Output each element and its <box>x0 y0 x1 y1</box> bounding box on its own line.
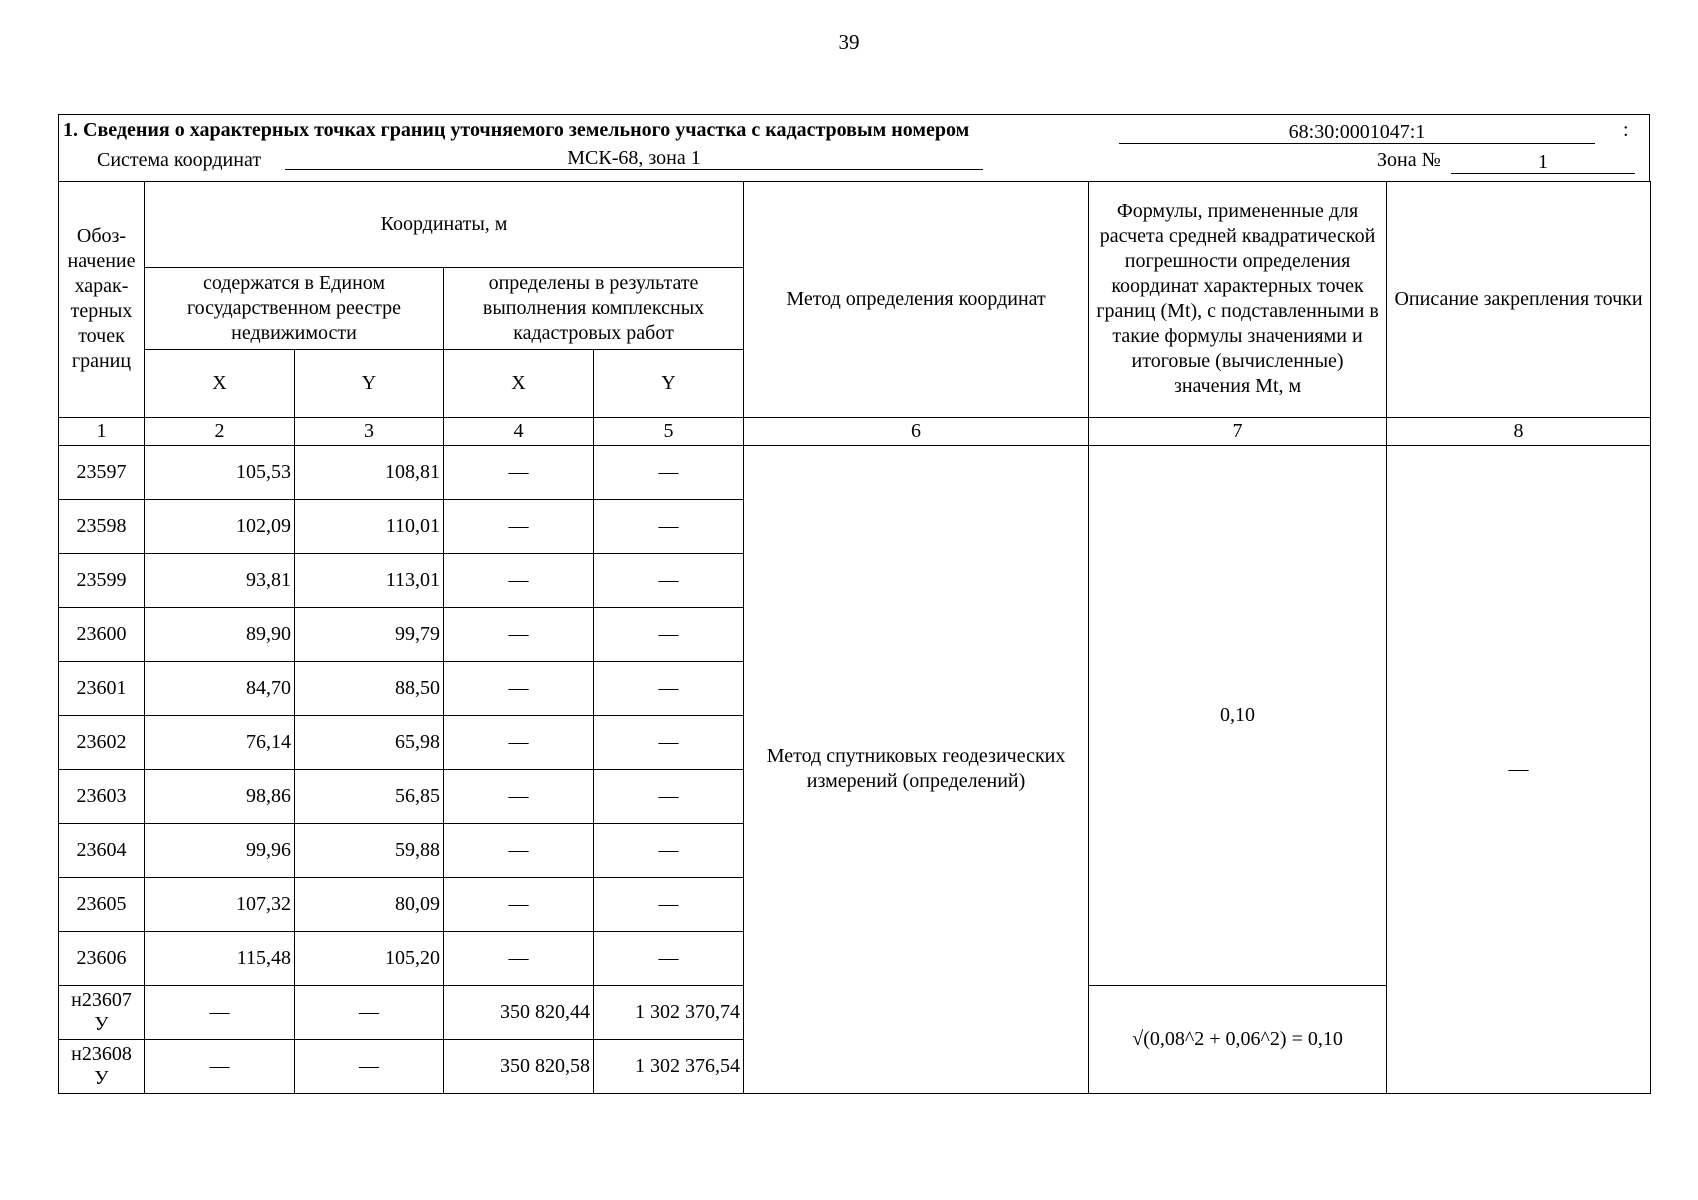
coordinates-header: Координаты, м <box>145 181 744 267</box>
kkr-x-value: — <box>444 769 594 823</box>
coord-system-label: Система координат <box>97 149 262 171</box>
kkr-y-value: — <box>594 499 744 553</box>
egrn-x-value: 105,53 <box>145 445 295 499</box>
kkr-y-value: — <box>594 823 744 877</box>
kkr-y-value: 1 302 370,74 <box>594 985 744 1039</box>
formula-value-2: √(0,08^2 + 0,06^2) = 0,10 <box>1089 985 1387 1093</box>
egrn-x-value: — <box>145 1039 295 1093</box>
kkr-x-value: — <box>444 715 594 769</box>
kkr-x-value: 350 820,58 <box>444 1039 594 1093</box>
egrn-y-value: 56,85 <box>295 769 444 823</box>
coord-system-value: МСК-68, зона 1 <box>285 147 983 170</box>
kkr-coords-header: определены в результате выполнения комплексных кадастровых работ <box>444 267 744 349</box>
column-number: 4 <box>444 417 594 445</box>
column-number: 2 <box>145 417 295 445</box>
section-title: 1. Сведения о характерных точках границ уточняемого земельного участка с кадастровым номером <box>63 119 970 141</box>
kkr-y-value: — <box>594 607 744 661</box>
column-number-row <box>59 417 1651 445</box>
cadastral-number: 68:30:0001047:1 <box>1119 121 1595 144</box>
egrn-x-value: 115,48 <box>145 931 295 985</box>
kkr-y-header: Y <box>594 349 744 417</box>
egrn-x-value: 99,96 <box>145 823 295 877</box>
kkr-x-value: — <box>444 445 594 499</box>
points-table <box>58 181 1651 1094</box>
egrn-x-value: 107,32 <box>145 877 295 931</box>
point-id: 23605 <box>59 877 145 931</box>
egrn-y-value: 99,79 <box>295 607 444 661</box>
egrn-y-value: — <box>295 985 444 1039</box>
egrn-x-value: 89,90 <box>145 607 295 661</box>
kkr-y-value: — <box>594 931 744 985</box>
zone-value: 1 <box>1451 151 1635 174</box>
point-id: 23603 <box>59 769 145 823</box>
kkr-y-value: 1 302 376,54 <box>594 1039 744 1093</box>
column-number: 5 <box>594 417 744 445</box>
kkr-x-header: X <box>444 349 594 417</box>
egrn-y-value: 80,09 <box>295 877 444 931</box>
kkr-x-value: — <box>444 499 594 553</box>
egrn-y-value: 65,98 <box>295 715 444 769</box>
egrn-x-value: 76,14 <box>145 715 295 769</box>
kkr-x-value: — <box>444 877 594 931</box>
point-id: 23604 <box>59 823 145 877</box>
point-id: 23602 <box>59 715 145 769</box>
egrn-x-value: 84,70 <box>145 661 295 715</box>
kkr-y-value: — <box>594 877 744 931</box>
point-id: 23606 <box>59 931 145 985</box>
description-header: Описание закрепления точки <box>1387 181 1651 417</box>
column-number: 3 <box>295 417 444 445</box>
kkr-x-value: — <box>444 931 594 985</box>
egrn-y-value: — <box>295 1039 444 1093</box>
point-designation-header <box>59 181 145 417</box>
kkr-x-value: — <box>444 661 594 715</box>
points-table-body <box>59 445 1651 1093</box>
egrn-x-value: 93,81 <box>145 553 295 607</box>
egrn-x-value: 102,09 <box>145 499 295 553</box>
page-number: 39 <box>838 30 860 54</box>
egrn-y-value: 108,81 <box>295 445 444 499</box>
kkr-x-value: — <box>444 553 594 607</box>
point-id: 23601 <box>59 661 145 715</box>
point-id: 23597 <box>59 445 145 499</box>
egrn-y-value: 113,01 <box>295 553 444 607</box>
kkr-y-value: — <box>594 769 744 823</box>
kkr-y-value: — <box>594 553 744 607</box>
point-id: 23598 <box>59 499 145 553</box>
kkr-x-value: — <box>444 607 594 661</box>
cadastral-colon: : <box>1623 119 1629 141</box>
formula-header: Формулы, примененные для расчета средней квадратической погрешности определения координат характерных точек границ (Mt), с подставленными в такие формулы значениями и итоговые (вычисленные) значения Mt, м <box>1089 181 1387 417</box>
kkr-y-value: — <box>594 715 744 769</box>
kkr-y-value: — <box>594 661 744 715</box>
point-id: н23607 У <box>59 985 145 1039</box>
egrn-y-header: Y <box>295 349 444 417</box>
kkr-y-value: — <box>594 445 744 499</box>
formula-value-1: 0,10 <box>1089 445 1387 985</box>
egrn-x-header: X <box>145 349 295 417</box>
egrn-y-value: 105,20 <box>295 931 444 985</box>
column-number: 8 <box>1387 417 1651 445</box>
description-value: — <box>1387 445 1651 1093</box>
cadastral-points-section <box>58 114 1650 1094</box>
egrn-x-value: — <box>145 985 295 1039</box>
column-number: 6 <box>744 417 1089 445</box>
point-designation-header-text: Обоз- начение харак- терных точек границ <box>67 225 136 372</box>
kkr-x-value: 350 820,44 <box>444 985 594 1039</box>
point-id: 23599 <box>59 553 145 607</box>
point-id: 23600 <box>59 607 145 661</box>
egrn-y-value: 88,50 <box>295 661 444 715</box>
column-number: 7 <box>1089 417 1387 445</box>
column-number: 1 <box>59 417 145 445</box>
egrn-y-value: 110,01 <box>295 499 444 553</box>
kkr-x-value: — <box>444 823 594 877</box>
table-row <box>59 445 1651 499</box>
egrn-coords-header: содержатся в Едином государственном реестре недвижимости <box>145 267 444 349</box>
point-id: н23608 У <box>59 1039 145 1093</box>
method-header: Метод определения координат <box>744 181 1089 417</box>
egrn-x-value: 98,86 <box>145 769 295 823</box>
section-header <box>58 114 1650 182</box>
zone-label: Зона № <box>1377 149 1441 171</box>
method-value: Метод спутниковых геодезических измерений (определений) <box>744 445 1089 1093</box>
egrn-y-value: 59,88 <box>295 823 444 877</box>
